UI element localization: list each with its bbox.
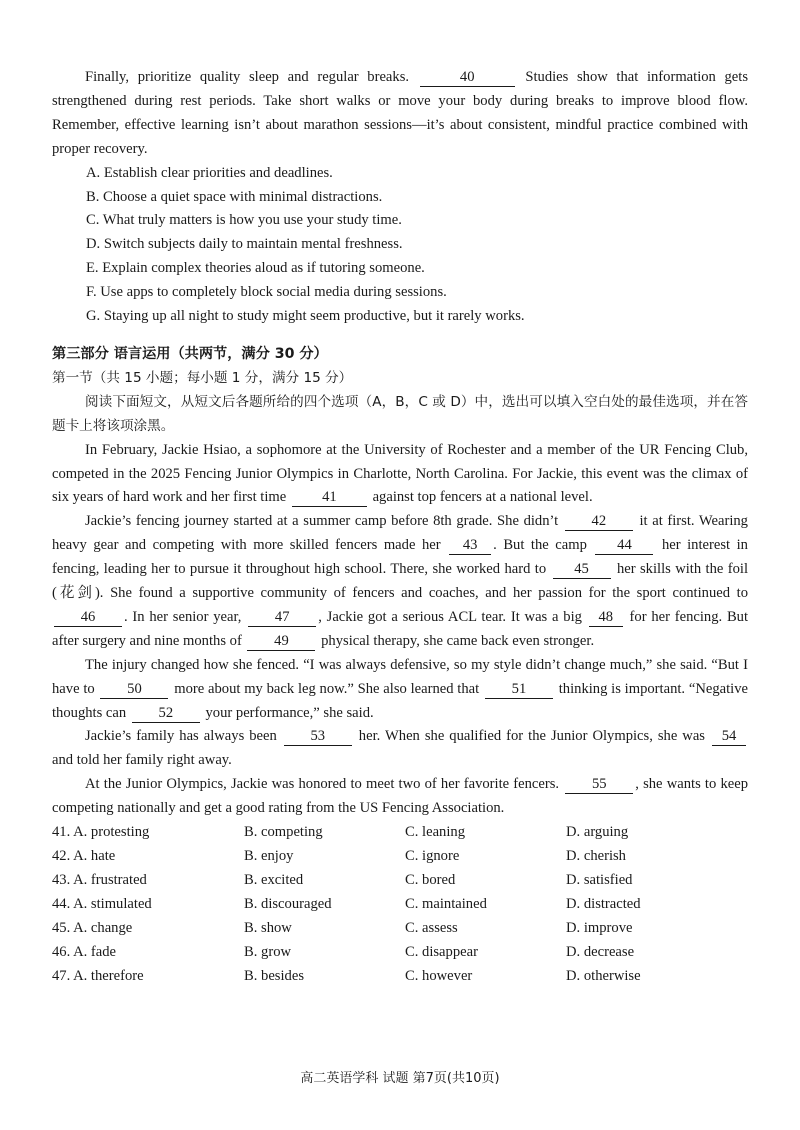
blank-55: 55 [565, 776, 633, 794]
paragraph-text: thinking is important. “Negative thoughts can [52, 680, 748, 721]
question-row [52, 893, 748, 917]
passage-paragraph-1 [52, 439, 748, 511]
choice-b: B. enjoy [244, 848, 294, 864]
blank-49: 49 [247, 633, 315, 651]
section-subtitle: 第一节（共 15 小题；每小题 1 分，满分 15 分） [52, 369, 353, 386]
blank-43: 43 [449, 537, 491, 555]
paragraph-text: and told her family right away. [52, 752, 232, 769]
passage-paragraph-3 [52, 654, 748, 726]
blank-45: 45 [553, 561, 611, 579]
choice-a: 46. A. fade [52, 943, 117, 960]
paragraph-text: it at first. Wearing heavy gear and competing with more skilled fencers made her [52, 513, 748, 554]
choice-c: C. assess [405, 919, 458, 936]
reading-final-paragraph [52, 66, 748, 162]
option-d: D. Switch subjects daily to maintain mental freshness. [86, 236, 403, 253]
blank-53: 53 [284, 728, 352, 746]
question-options-table [52, 821, 748, 988]
blank-51: 51 [485, 681, 553, 699]
choice-c: C. however [405, 967, 473, 984]
passage-paragraph-5 [52, 773, 748, 821]
passage-paragraph-4 [52, 725, 748, 773]
choice-b: B. competing [244, 824, 323, 841]
paragraph-text: Jackie’s fencing journey started at a summer camp before 8th grade. She didn’t [85, 513, 559, 530]
question-row [52, 917, 748, 941]
choice-d: D. arguing [566, 824, 629, 841]
reading-options-list [52, 162, 748, 329]
section-instruction: 阅读下面短文，从短文后各题所给的四个选项（A，B，C 或 D）中，选出可以填入空白处的最佳选项，并在答题卡上将该项涂黑。 [52, 393, 748, 434]
question-row [52, 821, 748, 845]
paragraph-text: , she wants to keep competing nationally and get a good rating from the US Fencing Association. [52, 776, 748, 817]
choice-a: 45. A. change [52, 919, 133, 936]
blank-40: 40 [420, 69, 515, 87]
paragraph-text: her interest in fencing, leading her to pursue it throughout high school. There, she worked hard to [52, 537, 748, 578]
page-content [52, 66, 748, 988]
paragraph-text: for her fencing. But after surgery and nine months of [52, 608, 749, 649]
blank-50: 50 [100, 681, 168, 699]
question-row [52, 869, 748, 893]
question-row [52, 941, 748, 965]
choice-c: C. disappear [405, 943, 478, 960]
blank-44: 44 [595, 537, 653, 555]
choice-b: B. show [244, 919, 292, 936]
choice-b: B. excited [244, 871, 304, 888]
choice-d: D. cherish [566, 848, 626, 864]
option-b: B. Choose a quiet space with minimal distractions. [86, 188, 383, 205]
choice-d: D. satisfied [566, 871, 633, 888]
choice-a: 47. A. therefore [52, 967, 144, 984]
blank-48: 48 [589, 609, 623, 627]
passage-paragraph-2 [52, 510, 748, 653]
question-row [52, 965, 748, 989]
choice-c: C. maintained [405, 895, 487, 912]
choice-d: D. decrease [566, 943, 635, 960]
option-a: A. Establish clear priorities and deadlines. [86, 164, 333, 181]
blank-54: 54 [712, 728, 746, 746]
paragraph-text: , Jackie got a serious ACL tear. It was a big [318, 608, 582, 625]
paragraph-text: her. When she qualified for the Junior Olympics, she was [358, 728, 705, 745]
choice-c: C. bored [405, 871, 456, 888]
choice-b: B. grow [244, 943, 292, 960]
paragraph-text: . In her senior year, [124, 608, 242, 625]
section-title: 第三部分 语言运用（共两节，满分 30 分） [52, 345, 328, 362]
paragraph-text: Jackie’s family has always been [85, 728, 277, 745]
paragraph-text: The injury changed how she fenced. “I was always defensive, so my style didn’t change much,” she said. “But I have to [52, 656, 748, 697]
blank-41: 41 [292, 489, 367, 507]
paragraph-text: At the Junior Olympics, Jackie was honored to meet two of her favorite fencers. [85, 776, 560, 793]
blank-46: 46 [54, 609, 122, 627]
paragraph-text: more about my back leg now.” She also learned that [174, 680, 480, 697]
paragraph-text: your performance,” she said. [205, 704, 374, 721]
choice-a: 41. A. protesting [52, 824, 150, 841]
paragraph-text: Studies show that information gets strengthened during rest periods. Take short walks or move your body during breaks to improve blood flow. Remember, effective learning isn’t about marathon sessions—it’s about consistent, mindful practice combined with proper recovery. [52, 69, 749, 157]
paragraph-text: physical therapy, she came back even stronger. [321, 632, 595, 649]
choice-a: 42. A. hate [52, 848, 116, 864]
paragraph-text: . But the camp [493, 537, 587, 554]
option-g: G. Staying up all night to study might seem productive, but it rarely works. [86, 308, 525, 325]
page-footer: 高二英语学科 试题 第7页(共10页) [300, 1071, 500, 1086]
blank-47: 47 [248, 609, 316, 627]
choice-b: B. besides [244, 967, 304, 984]
option-f: F. Use apps to completely block social media during sessions. [86, 284, 447, 301]
choice-b: B. discouraged [244, 895, 332, 912]
choice-d: D. distracted [566, 895, 641, 912]
question-row [52, 845, 748, 869]
choice-d: D. improve [566, 919, 633, 936]
option-e: E. Explain complex theories aloud as if tutoring someone. [86, 260, 425, 277]
option-c: C. What truly matters is how you use your study time. [86, 212, 402, 229]
paragraph-text: In February, Jackie Hsiao, a sophomore at the University of Rochester and a member of the UR Fencing Club, competed in the 2025 Fencing Junior Olympics in Charlotte, North Carolina. For Jackie, this event was the climax of six years of hard work and her first time [52, 441, 748, 506]
choice-c: C. leaning [405, 824, 465, 841]
paragraph-text: Finally, prioritize quality sleep and regular breaks. [85, 69, 410, 85]
paragraph-text: her skills with the foil (花剑). She found a supportive community of fencers and coaches, and her passion for the sport continued to [52, 561, 749, 602]
paragraph-text: against top fencers at a national level. [372, 489, 593, 506]
choice-c: C. ignore [405, 848, 460, 864]
blank-42: 42 [565, 513, 633, 531]
choice-a: 44. A. stimulated [52, 895, 152, 912]
choice-d: D. otherwise [566, 967, 641, 984]
choice-a: 43. A. frustrated [52, 871, 147, 888]
blank-52: 52 [132, 705, 200, 723]
